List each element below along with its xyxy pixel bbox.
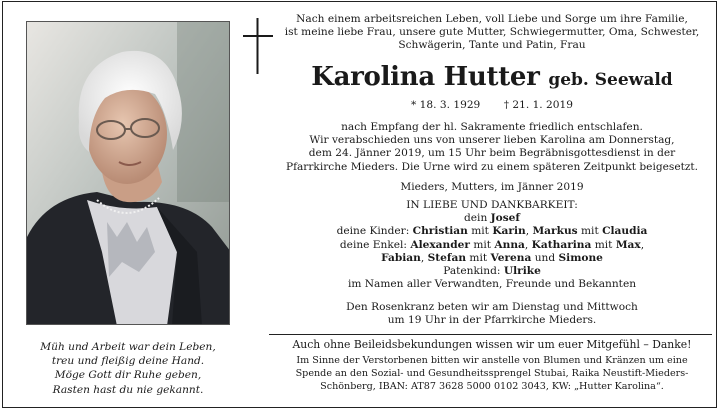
- verse-line: Müh und Arbeit war dein Leben,: [40, 341, 216, 353]
- children-line: [272, 225, 712, 238]
- rosary-line: Den Rosenkranz beten wir am Dienstag und Mittwoch: [346, 301, 638, 313]
- donation-line: Im Sinne der Verstorbenen bitten wir anstelle von Blumen und Kränzen um eine: [296, 355, 688, 366]
- godchild-line: [272, 265, 712, 278]
- connector: ,: [524, 238, 532, 251]
- announcement-line: Pfarrkirche Mieders. Die Urne wird zu einem späteren Zeitpunkt beigesetzt.: [285, 160, 699, 173]
- connector: und: [531, 251, 559, 264]
- godchild-name: Ulrike: [503, 265, 541, 278]
- connector: ,: [420, 251, 428, 264]
- child-name: Christian: [412, 225, 468, 238]
- husband-line: [272, 212, 712, 225]
- grandchild-name: Simone: [558, 251, 603, 264]
- mourners-list: [272, 199, 712, 291]
- grandchild-name: Fabian: [381, 251, 421, 264]
- label: Patenkind:: [443, 265, 504, 278]
- child-name: Markus: [532, 225, 578, 238]
- partner-name: Anna: [494, 238, 525, 251]
- grandchild-name: Katharina: [531, 238, 592, 251]
- connector: mit: [467, 225, 493, 238]
- intro-line: ist meine liebe Frau, unsere gute Mutter, Schwiegermutter, Oma, Schwester,: [284, 26, 700, 39]
- mourners-heading: IN LIEBE UND DANKBARKEIT:: [406, 199, 578, 211]
- partner-name: Claudia: [602, 225, 648, 238]
- connector: mit: [469, 238, 495, 251]
- intro-line: Schwägerin, Tante und Patin, Frau: [398, 39, 586, 52]
- announcement-line: dem 24. Jänner 2019, um 15 Uhr beim Begräbnisgottesdienst in der: [308, 147, 676, 160]
- husband-name: Josef: [490, 212, 520, 225]
- donation-note: [272, 354, 712, 393]
- place-date: Mieders, Mutters, im Jänner 2019: [400, 181, 584, 193]
- deceased-name: [272, 62, 712, 95]
- relatives-line: im Namen aller Verwandten, Freunde und Bekannten: [347, 278, 637, 291]
- announcement-line: nach Empfang der hl. Sakramente friedlich entschlafen.: [341, 121, 643, 133]
- memorial-verse: [20, 340, 236, 397]
- label: dein: [464, 212, 491, 225]
- connector: mit: [577, 225, 603, 238]
- rosary-line: um 19 Uhr in der Pfarrkirche Mieders.: [387, 314, 597, 327]
- grandchildren-line-2: [272, 252, 712, 265]
- birth-date: * 18. 3. 1929: [410, 99, 481, 111]
- partner-name: Karin: [492, 225, 526, 238]
- full-name: Karolina Hutter: [311, 62, 540, 92]
- maiden-name: geb. Seewald: [548, 70, 673, 90]
- portrait-photo: [26, 21, 230, 325]
- label: deine Enkel:: [339, 238, 411, 251]
- connector: ,: [525, 225, 533, 238]
- intro-text: [272, 13, 712, 53]
- donation-line: Schönberg, IBAN: AT87 3628 5000 0102 3043, KW: „Hutter Karolina“.: [320, 381, 664, 392]
- condolence-note: Auch ohne Beileidsbekundungen wissen wir um euer Mitgefühl – Danke!: [292, 338, 692, 351]
- partner-name: Verena: [490, 251, 532, 264]
- life-dates: [272, 98, 712, 112]
- cross-icon: [243, 18, 273, 74]
- verse-line: Rasten hast du nie gekannt.: [52, 383, 204, 396]
- partner-name: Max: [615, 238, 641, 251]
- intro-line: Nach einem arbeitsreichen Leben, voll Liebe und Sorge um ihre Familie,: [296, 13, 688, 25]
- grandchildren-line: [272, 239, 712, 252]
- funeral-announcement: [272, 121, 712, 174]
- donation-line: Spende an den Sozial- und Gesundheitssprengel Stubai, Raika Neustift-Mieders-: [295, 368, 689, 379]
- verse-line: Möge Gott dir Ruhe geben,: [54, 369, 202, 382]
- announcement-line: Wir verabschieden uns von unserer lieben Karolina am Donnerstag,: [309, 134, 675, 147]
- connector: mit: [466, 251, 491, 264]
- section-divider: [269, 334, 712, 335]
- grandchild-name: Stefan: [427, 251, 467, 264]
- connector: ,: [640, 238, 645, 251]
- rosary-info: [272, 301, 712, 327]
- death-date: † 21. 1. 2019: [503, 99, 574, 111]
- verse-line: treu und fleißig deine Hand.: [51, 355, 205, 368]
- label: deine Kinder:: [336, 225, 413, 238]
- grandchild-name: Alexander: [410, 238, 470, 251]
- connector: mit: [591, 238, 616, 251]
